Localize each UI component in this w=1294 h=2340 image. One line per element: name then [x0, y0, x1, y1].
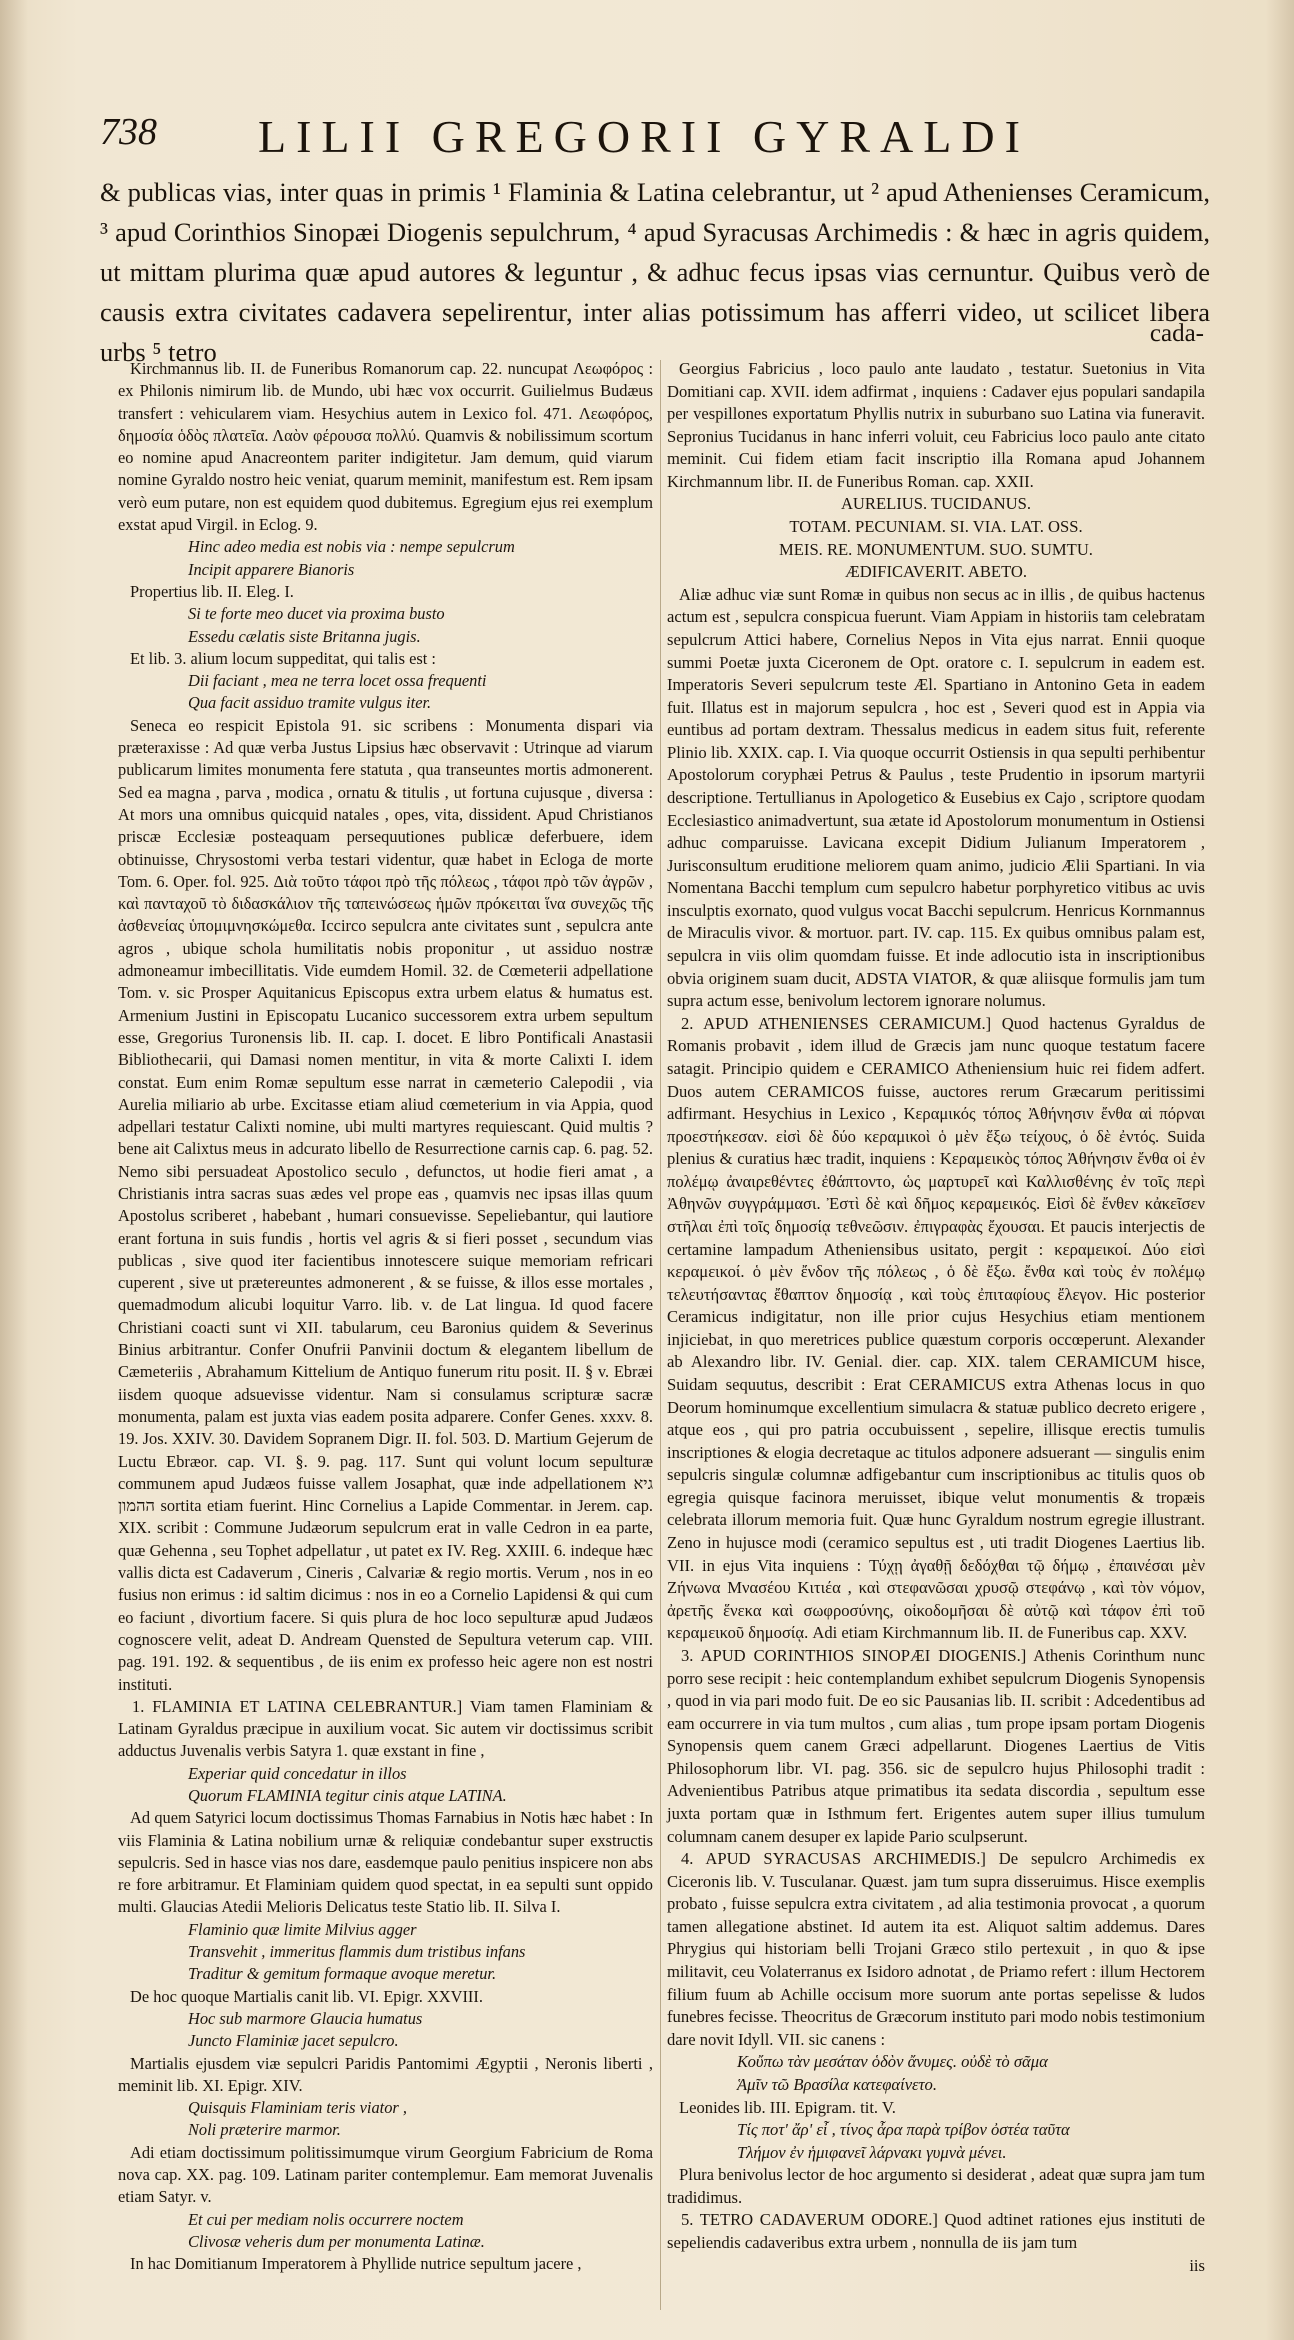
catchword: iis — [1189, 2255, 1205, 2275]
commentary-paragraph: Et lib. 3. alium locum suppeditat, qui talis est : — [130, 648, 436, 668]
page-number: 738 — [100, 111, 157, 153]
verse-quotation: Dii faciant , mea ne terra locet ossa frequenti — [188, 671, 487, 691]
note-paragraph: 2. APUD ATHENIENSES CERAMICUM.] Quod hactenus Gyraldus de Romanis probavit , idem illud de Græcis jam nunc quoque testatum facere satagit. Principio quidem e CERAMICO Atheniensium huic rei fidem adfert. Duos autem CERAMICOS fuisse, auctores rerum Græcarum peritissimi adfirmant. Hesychius in Lexico , Κεραμικός τόπος Ἀθήνησιν ἔνθα αἱ πόρναι προεστήκεσαν. εἰσὶ δὲ δύο κεραμικοὶ ὁ μὲν ἔξω τείχους, ὁ δὲ ἐντός. Suida plenius & curatius hæc tradit, inquiens : Κεραμεικὸς τόπος Ἀθήνησιν ἔνθα οἱ ἐν πολέμῳ ἀναιρεθέντες ἐθάπτοντο, ὡς μαρτυρεῖ καὶ Καλλισθένης ἐν τοῖς περὶ Ἀθηνῶν συγγράμμασι. Ἐστὶ δὲ καὶ δῆμος κεραμεικός. Εἰσὶ δὲ ἔνθεν κἀκεῖσεν στῆλαι ἐπὶ τοῖς δημοσίᾳ τεθνεῶσιν. ἐπιγραφὰς ἔχουσαι. Et paucis interjectis de certamine lampadum Atheniensibus usitato, pergit : κεραμεικοί. Δύο εἰσὶ κεραμεικοί. ὁ μὲν ἔνδον τῆς πόλεως , ὁ δὲ ἔξω. ἔνθα καὶ τοὺς ἐν πολέμῳ τελευτήσαντας ἔθαπτον δημοσίᾳ , καὶ τοὺς ἐπιταφίους ἔλεγον. Hic posterior Ceramicus indigitatur, non ille prior cujus Hesychius etiam mentionem injiciebat, in quo meretrices publice quæstum corporis occœperunt. Alexander ab Alexandro libr. IV. Genial. dier. cap. XIX. talem CERAMICUM hisce, Suidam sequutus, describit : Erat CERAMICUS extra Athenas locus in quo Deorum hominumque excellentium simulacra & statuæ publico decreto erigere , atque eos , qui pro patria occubuissent , sepelire, illisque erectis tumulis inscriptiones & elogia decretaque ac titulos adponere adsuerant — singulis enim sepulcris singulæ columnæ adfigebantur cum inscriptionibus ac titulis quos ob egregia quisque facinora meruisset, ibique velut monumentis & tropæis celebrata illorum memoria fuit. Quæ hunc Gyraldum nostrum egregie illustrant. Zeno in hujusce modi (ceramico sepultus est , uti tradit Diogenes Laertius lib. VII. in ejus Vita inquiens : Τύχῃ ἀγαθῇ δεδόχθαι τῷ δήμῳ , ἐπαινέσαι μὲν Ζήνωνα Μνασέου Κιτιέα , καὶ στεφανῶσαι χρυσῷ στεφάνῳ , καὶ τὸν νόμον, ἀρετῆς ἕνεκα καὶ σωφροσύνης, οἰκοδομῆσαι δὲ αὐτῷ καὶ τάφον ἐπὶ τοῦ κεραμεικοῦ δημοσίᾳ. Adi etiam Kirchmannum lib. II. de Funeribus cap. XXV. — [667, 1013, 1205, 1643]
commentary-paragraph: Martialis ejusdem viæ sepulcri Paridis Pantomimi Ægyptii , Neronis liberti , meminit lib. XI. Epigr. XIV. — [118, 2053, 653, 2095]
verse-quotation: Experiar quid concedatur in illos — [188, 1763, 407, 1783]
verse-quotation: Si te forte meo ducet via proxima busto — [188, 604, 445, 624]
verse-quotation: Flaminio quæ limite Milvius agger — [188, 1919, 417, 1939]
commentary-paragraph: Plura benivolus lector de hoc argumento si desiderat , adeat quæ supra jam tum tradidimus. — [667, 2165, 1205, 2207]
verse-quotation: Κοὔπω τὰν μεσάταν ὁδὸν ἄνυμες. οὐδὲ τὸ σᾶμα — [737, 2052, 1048, 2072]
verse-quotation: Quisquis Flaminiam teris viator , — [188, 2098, 408, 2118]
note-paragraph: 5. TETRO CADAVERUM ODORE.] Quod adtinet rationes ejus instituti de sepeliendis cadaveribus extra urbem , nonnulla de iis jam tum — [667, 2210, 1205, 2252]
verse-quotation: Essedu cælatis siste Britanna jugis. — [188, 626, 421, 646]
verse-quotation: Τλήμον ἐν ἡμιφανεῖ λάρνακι γυμνὰ μένει. — [737, 2142, 1007, 2162]
commentary-paragraph: In hac Domitianum Imperatorem à Phyllide nutrice sepultum jacere , — [130, 2254, 582, 2274]
page-edge-shadow-right — [1266, 0, 1294, 2340]
commentary-paragraph: Seneca eo respicit Epistola 91. sic scribens : Monumenta dispari via præteraxisse : Ad quæ verba Justus Lipsius hæc observavit : Utrinque ad viarum publicarum limites monumenta fere statuta , qua transeuntes mortis admonerent. Sed ea magna , parva , modica , ornatu & titulis , ut fortuna cujusque , diversa : At mors una omnibus quicquid natales , opes, vita, dissident. Apud Christianos priscæ Ecclesiæ posteaquam persequutiones publicæ deferbuere, idem obtinuisse, Chrysostomi verba testari videntur, quæ habet in Ecloga de morte Tom. 6. Oper. fol. 925. Διὰ τοῦτο τάφοι πρὸ τῆς πόλεως , τάφοι πρὸ τῶν ἀγρῶν , καὶ πανταχοῦ τὸ διδασκάλιον τῆς ταπεινώσεως ἡμῶν πρόκειται ἵνα συνεχῶς τῆς ἀσθενείας ὑπομιμνησκώμεθα. Iccirco sepulcra ante civitates sunt , sepulcra ante agros , ubique schola humilitatis nobis proponitur , ut assiduo nostræ admoneamur imbecillitatis. Vide eumdem Homil. 32. de Cœmeterii adpellatione Tom. v. sic Prosper Aquitanicus Episcopus extra urbem elatus & humatus est. Armenium Justini in Episcopatu Lucanico successorem extra urbem sepultum esse, Gregorius Turonensis lib. II. cap. I. docet. E libro Pontificali Anastasii Bibliothecarii, qui Damasi nomen mentitur, in vita & morte Calixti I. idem constat. Eum enim Romæ sepultum esse narrat in cæmeterio Calepodii , via Aurelia miliario ab urbe. Excitasse etiam aliud cœmeterium in via Appia, quod adpellari testatur Calixti nomine, ubi multi martyres requiescant. Quid multis ? bene ait Calixtus meus in adcurato libello de Resurrectione carnis cap. 6. pag. 52. Nemo sibi persuadeat Apostolico seculo , defunctos, ut hodie fieri amat , a Christianis intra sacras suas ædes vel prope eas , quamvis nec ipsas illas quum Apostolus scriberet , habebant , humari consuevisse. Sepeliebantur, qui lautiore erant fortuna in suis fundis , hortis vel agris & si fieri posset , secundum vias publicas , sive quod iter facientibus innotescere suique memoriam refricari cuperent , sive ut prætereuntes admonerent , & se fuisse, & illos esse mortales , quemadmodum alicubi loquitur Varro. lib. v. de Lat lingua. Id quod facere Christiani coacti sunt vi XII. tabularum, ceu Baronius quidem & Severinus Binius arbitrantur. Confer Onufrii Panvinii doctum & elegantem libellum de Cæmeteriis , Abrahamum Kittelium de Antiquo funerum ritu posit. II. § v. Ebræi iisdem quoque adsuevisse videntur. Nam si consulamus scripturæ sacræ monumenta, palam est juxta vias eadem posita adparere. Confer Genes. xxxv. 8. 19. Jos. XXIV. 30. Davidem Sopranem Digr. II. fol. 503. D. Martium Gejerum de Luctu Ebræor. cap. VI. §. 9. pag. 117. Sunt qui volunt locum sepulturæ communem apud Judæos fuisse vallem Josaphat, quæ inde adpellationem גיא ההמון sortita etiam fuerint. Hinc Cornelius a Lapide Commentar. in Jerem. cap. XIX. scribit : Commune Judæorum sepulcrum erat in valle Cedron in ea parte, quæ Gehenna , seu Tophet adpellatur , ut patet ex IV. Reg. XXIII. 6. indeque hæc vallis dicta est Cadaverum , Cineris , Calvariæ & regio mortis. Verum , nos in eo fusius non erimus : id saltim dicimus : nos in eo a Cornelio Lapidensi & qui cum eo faciunt , divortium facere. Si quis plura de hoc loco sepulturæ apud Judæos cognoscere velit, adeat D. Andream Quensted de Sepultura veterum cap. VIII. pag. 191. 192. & sequentibus , de iis enim ex professo heic agere non est nostri instituti. — [118, 715, 653, 1694]
commentary-column-left — [118, 358, 653, 2276]
verse-quotation: Qua facit assiduo tramite vulgus iter. — [188, 693, 432, 713]
commentary-paragraph: Adi etiam doctissimum politissimumque virum Georgium Fabricium de Roma nova cap. XX. pag. 109. Latinam pariter contemplemur. Eam memorat Juvenalis etiam Satyr. v. — [118, 2142, 653, 2207]
note-paragraph: 1. FLAMINIA ET LATINA CELEBRANTUR.] Viam tamen Flaminiam & Latinam Gyraldus præcipue in auxilium vocat. Sic autem vir doctissimus scribit adductus Juvenalis verbis Satyra 1. quæ exstant in fine , — [118, 1696, 653, 1761]
note-paragraph: 3. APUD CORINTHIOS SINOPÆI DIOGENIS.] Athenis Corinthum nunc porro sese recipit : heic contemplandum exhibet sepulcrum Diogenis Synopensis , quod in via pari modo fuit. De eo sic Pausanias lib. II. scribit : Adcedentibus ad eam occurrere in via tum multos , cum alias , tum prope ipsam portam Diogenis Synopensis quem canem Græci adpellarunt. Diogenes Laertius de Vitis Philosophorum libr. VI. pag. 356. sic de sepulcro hujus Philosophi tradit : Advenientibus Patribus atque primatibus ita sedata discordia , sepultum esse juxta portam quæ in Isthmum fert. Erigentes autem super illius tumulum columnam canem desuper ex lapide Pario sculpserunt. — [667, 1645, 1205, 1846]
verse-quotation: Incipit apparere Bianoris — [188, 559, 355, 579]
inscription-line: ÆDIFICAVERIT. ABETO. — [844, 562, 1028, 582]
commentary-paragraph: Georgius Fabricius , loco paulo ante laudato , testatur. Suetonius in Vita Domitiani cap. XVII. idem adfirmat , inquiens : Cadaver ejus populari sandapila per vespillones exportatum Phyllis nutrix in suburbano suo Latina via funeravit. Sepronius Tucidanus in hanc inferri voluit, ceu Fabricius loco paulo ante citato meminit. Cui fidem etiam facit inscriptio illa Romana apud Johannem Kirchmannum libr. II. de Funeribus Roman. cap. XXII. — [667, 359, 1205, 491]
verse-quotation: Τίς ποτ' ἄρ' εἶ , τίνος ἆρα παρὰ τρίβον ὀστέα ταῦτα — [737, 2120, 1070, 2140]
page-edge-shadow-left — [0, 0, 28, 2340]
commentary-paragraph: Leonides lib. III. Epigram. tit. V. — [679, 2097, 896, 2117]
inscription-line: MEIS. RE. MONUMENTUM. SUO. SUMTU. — [779, 539, 1093, 559]
running-title: LILII GREGORII GYRALDI — [258, 111, 1030, 162]
verse-quotation: Juncto Flaminiæ jacet sepulcro. — [188, 2031, 399, 2051]
verse-quotation: Traditur & gemitum formaque avoque meretur. — [188, 1964, 497, 1984]
verse-quotation: Hinc adeo media est nobis via : nempe sepulcrum — [188, 537, 515, 557]
verse-quotation: Clivosæ veheris dum per monumenta Latinæ. — [188, 2231, 485, 2251]
main-text-paragraph: & publicas vias, inter quas in primis ¹ Flaminia & Latina celebrantur, ut ² apud Athenienses Ceramicum, ³ apud Corinthios Sinopæi Diogenis sepulchrum, ⁴ apud Syracusas Archimedis : & hæc in agris quidem, ut mittam plurima quæ apud autores & leguntur , & adhuc fecus ipsas vias cernuntur. Quibus verò de causis extra civitates cadavera sepelirentur, inter alias potissimum has afferri video, ut scilicet libera urbs ⁵ tetro — [100, 177, 1210, 367]
page-header — [0, 110, 1294, 170]
verse-quotation: Ἁμῖν τῶ Βρασίλα κατεφαίνετο. — [737, 2074, 937, 2094]
verse-quotation: Hoc sub marmore Glaucia humatus — [188, 2008, 423, 2028]
verse-quotation: Quorum FLAMINIA tegitur cinis atque LATINA. — [188, 1786, 507, 1805]
commentary-column-right — [667, 358, 1205, 2277]
verse-quotation: Transvehit , immeritus flammis dum tristibus infans — [188, 1942, 526, 1962]
inscription-line: TOTAM. PECUNIAM. SI. VIA. LAT. OSS. — [789, 517, 1083, 537]
commentary-paragraph: Ad quem Satyrici locum doctissimus Thomas Farnabius in Notis hæc habet : In viis Flaminia & Latina nobilium urnæ & reliquiæ condebantur super exstructis sepulcris. Sed in hasce vias nos dare, easdemque paulo penitius inspicere non abs re fore arbitramur. Et Flaminiam quidem quod spectat, in ea sepulti sunt oppido multi. Glaucias Atedii Melioris Delicatus teste Statio lib. II. Silva I. — [118, 1808, 653, 1917]
commentary-paragraph: Aliæ adhuc viæ sunt Romæ in quibus non secus ac in illis , de quibus hactenus actum est , sepulcra conspicua fuerunt. Viam Appiam in historiis tam celebratam sepulcrum Attici habere, Cornelius Nepos in Vita ejus narrat. Ennii quoque summi Poetæ juxta Ciceronem de Opt. oratore c. I. sepulcrum in eadem est. Imperatoris Severi sepulcrum teste Æl. Spartiano in Antonino Geta in eadem fuit. Illatus est in majorum sepulcra , hoc est , Severi quod est in Appia via euntibus ad portam dextram. Thessalus medicus in eadem situs fuit, referente Plinio lib. XXIX. cap. I. Via quoque occurrit Ostiensis in qua sepulti perhibentur Apostolorum coryphæi Petrus & Paulus , teste Prudentio in ipsorum martyrii descriptione. Tertullianus in Apologetico & Eusebius ex Cajo , scriptore quodam Ecclesiastico animadvertunt, sua ætate id Apostolorum monumentum in Ostiensi adhuc comparuisse. Lavicana excepit Didium Julianum Imperatorem , Jurisconsultum eruditione meliorem quam animo, judicio Ælii Spartiani. In via Nomentana Bacchi templum cum sepulcro habetur porphyretico vitibus ac uvis insculptis exornato, quod vulgus vocat Bacchi sepulcrum. Henricus Kornmannus de Miraculis vivor. & mortuor. part. IV. cap. 115. Ex quibus omnibus palam est, sepulcra in viis olim quomdam fuisse. Et inde adlocutio ista in inscriptionibus obvia originem suam ducit, ADSTA VIATOR, & quæ aliisque formulis jam tum supra actum esse, benivolum lectorem ignorare nolumus. — [667, 584, 1205, 1011]
commentary-paragraph: Kirchmannus lib. II. de Funeribus Romanorum cap. 22. nuncupat Λεωφόρος : ex Philonis nimirum lib. de Mundo, ubi hæc vox occurrit. Guilielmus Budæus transfert : vehicularem viam. Hesychius autem in Lexico fol. 471. Λεωφόρος, δημοσία ὁδὸς πλατεῖα. Λαὸν φέρουσα πολλύ. Quamvis & nobilissimum scortum eo nomine apud Anacreontem pariter indigitetur. Jam demum, quid viarum nomine Gyraldo nostro heic veniat, quarum meminit, manifestum est. Rem ipsam verò eum putare, non est equidem quod dubitemus. Egregium ejus rei exemplum exstat apud Virgil. in Eclog. 9. — [118, 359, 653, 535]
column-divider — [660, 360, 661, 2310]
inscription-line: AURELIUS. TUCIDANUS. — [840, 494, 1032, 514]
verse-quotation: Et cui per mediam nolis occurrere noctem — [188, 2209, 464, 2229]
commentary-paragraph: De hoc quoque Martialis canit lib. VI. Epigr. XXVIII. — [130, 1986, 483, 2006]
note-paragraph: 4. APUD SYRACUSAS ARCHIMEDIS.] De sepulcro Archimedis ex Ciceronis lib. V. Tusculanar. Quæst. jam tum supra disseruimus. Hisce exemplis probato , fuisse sepulcra extra civitatem , ad alia testimonia provocat , a quorum tamen allegatione abstinet. Id autem ita est. Aliquot saltim addemus. Dares Phrygius qui historiam belli Trojani Græco stilo pertexuit , in quo & ipse militavit, ceu Volaterranus ex Isidoro adnotat , de Priamo refert : illum Hectorem filium fuum ab Achille occisum more suorum ante portas sepelisse & ludos funebres fecisse. Theocritus de Græcorum instituto pari modo nobis testimonium dare novit Idyll. VII. sic canens : — [667, 1849, 1205, 2049]
commentary-paragraph: Propertius lib. II. Eleg. I. — [130, 581, 294, 601]
verse-quotation: Noli præterire marmor. — [188, 2120, 341, 2140]
catchword: cada- — [1149, 320, 1204, 347]
